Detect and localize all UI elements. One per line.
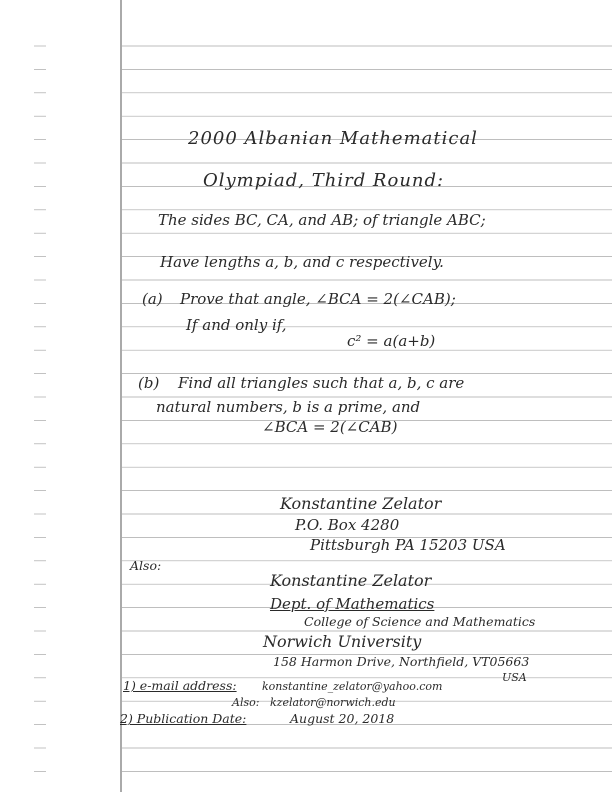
part-a-line-2: If and only if,: [186, 316, 287, 334]
publication-date-label: 2) Publication Date:: [120, 711, 247, 726]
email-label: 1) e-mail address:: [123, 678, 237, 693]
address2-dept: Dept. of Mathematics: [270, 595, 435, 613]
part-b-label: (b): [138, 374, 160, 392]
part-b-line-3: ∠BCA = 2(∠CAB): [262, 418, 398, 436]
address2-name: Konstantine Zelator: [270, 571, 432, 590]
part-b-line-1: Find all triangles such that a, b, c are: [178, 374, 465, 392]
address1-city: Pittsburgh PA 15203 USA: [310, 536, 506, 554]
address2-university: Norwich University: [263, 632, 422, 651]
problem-line-2: Have lengths a, b, and c respectively.: [160, 253, 444, 271]
part-a-line-1: Prove that angle, ∠BCA = 2(∠CAB);: [180, 290, 456, 308]
email-address-1: konstantine_zelator@yahoo.com: [262, 680, 443, 693]
email-address-2: kzelator@norwich.edu: [270, 696, 396, 709]
also-label: Also:: [130, 558, 162, 573]
address2-country: USA: [502, 671, 527, 684]
publication-date-value: August 20, 2018: [290, 711, 395, 726]
email-also-label: Also:: [232, 696, 260, 709]
problem-line-1: The sides BC, CA, and AB; of triangle ABC;: [158, 211, 486, 229]
part-a-label: (a): [142, 290, 163, 308]
address2-college: College of Science and Mathematics: [304, 614, 536, 629]
heading-line-2: Olympiad, Third Round:: [203, 170, 445, 191]
part-a-formula: c² = a(a+b): [347, 332, 436, 350]
address2-street: 158 Harmon Drive, Northfield, VT05663: [273, 654, 530, 669]
heading-line-1: 2000 Albanian Mathematical: [188, 128, 478, 149]
part-b-line-2: natural numbers, b is a prime, and: [156, 398, 421, 416]
address1-po-box: P.O. Box 4280: [295, 516, 400, 534]
address1-name: Konstantine Zelator: [280, 494, 442, 513]
